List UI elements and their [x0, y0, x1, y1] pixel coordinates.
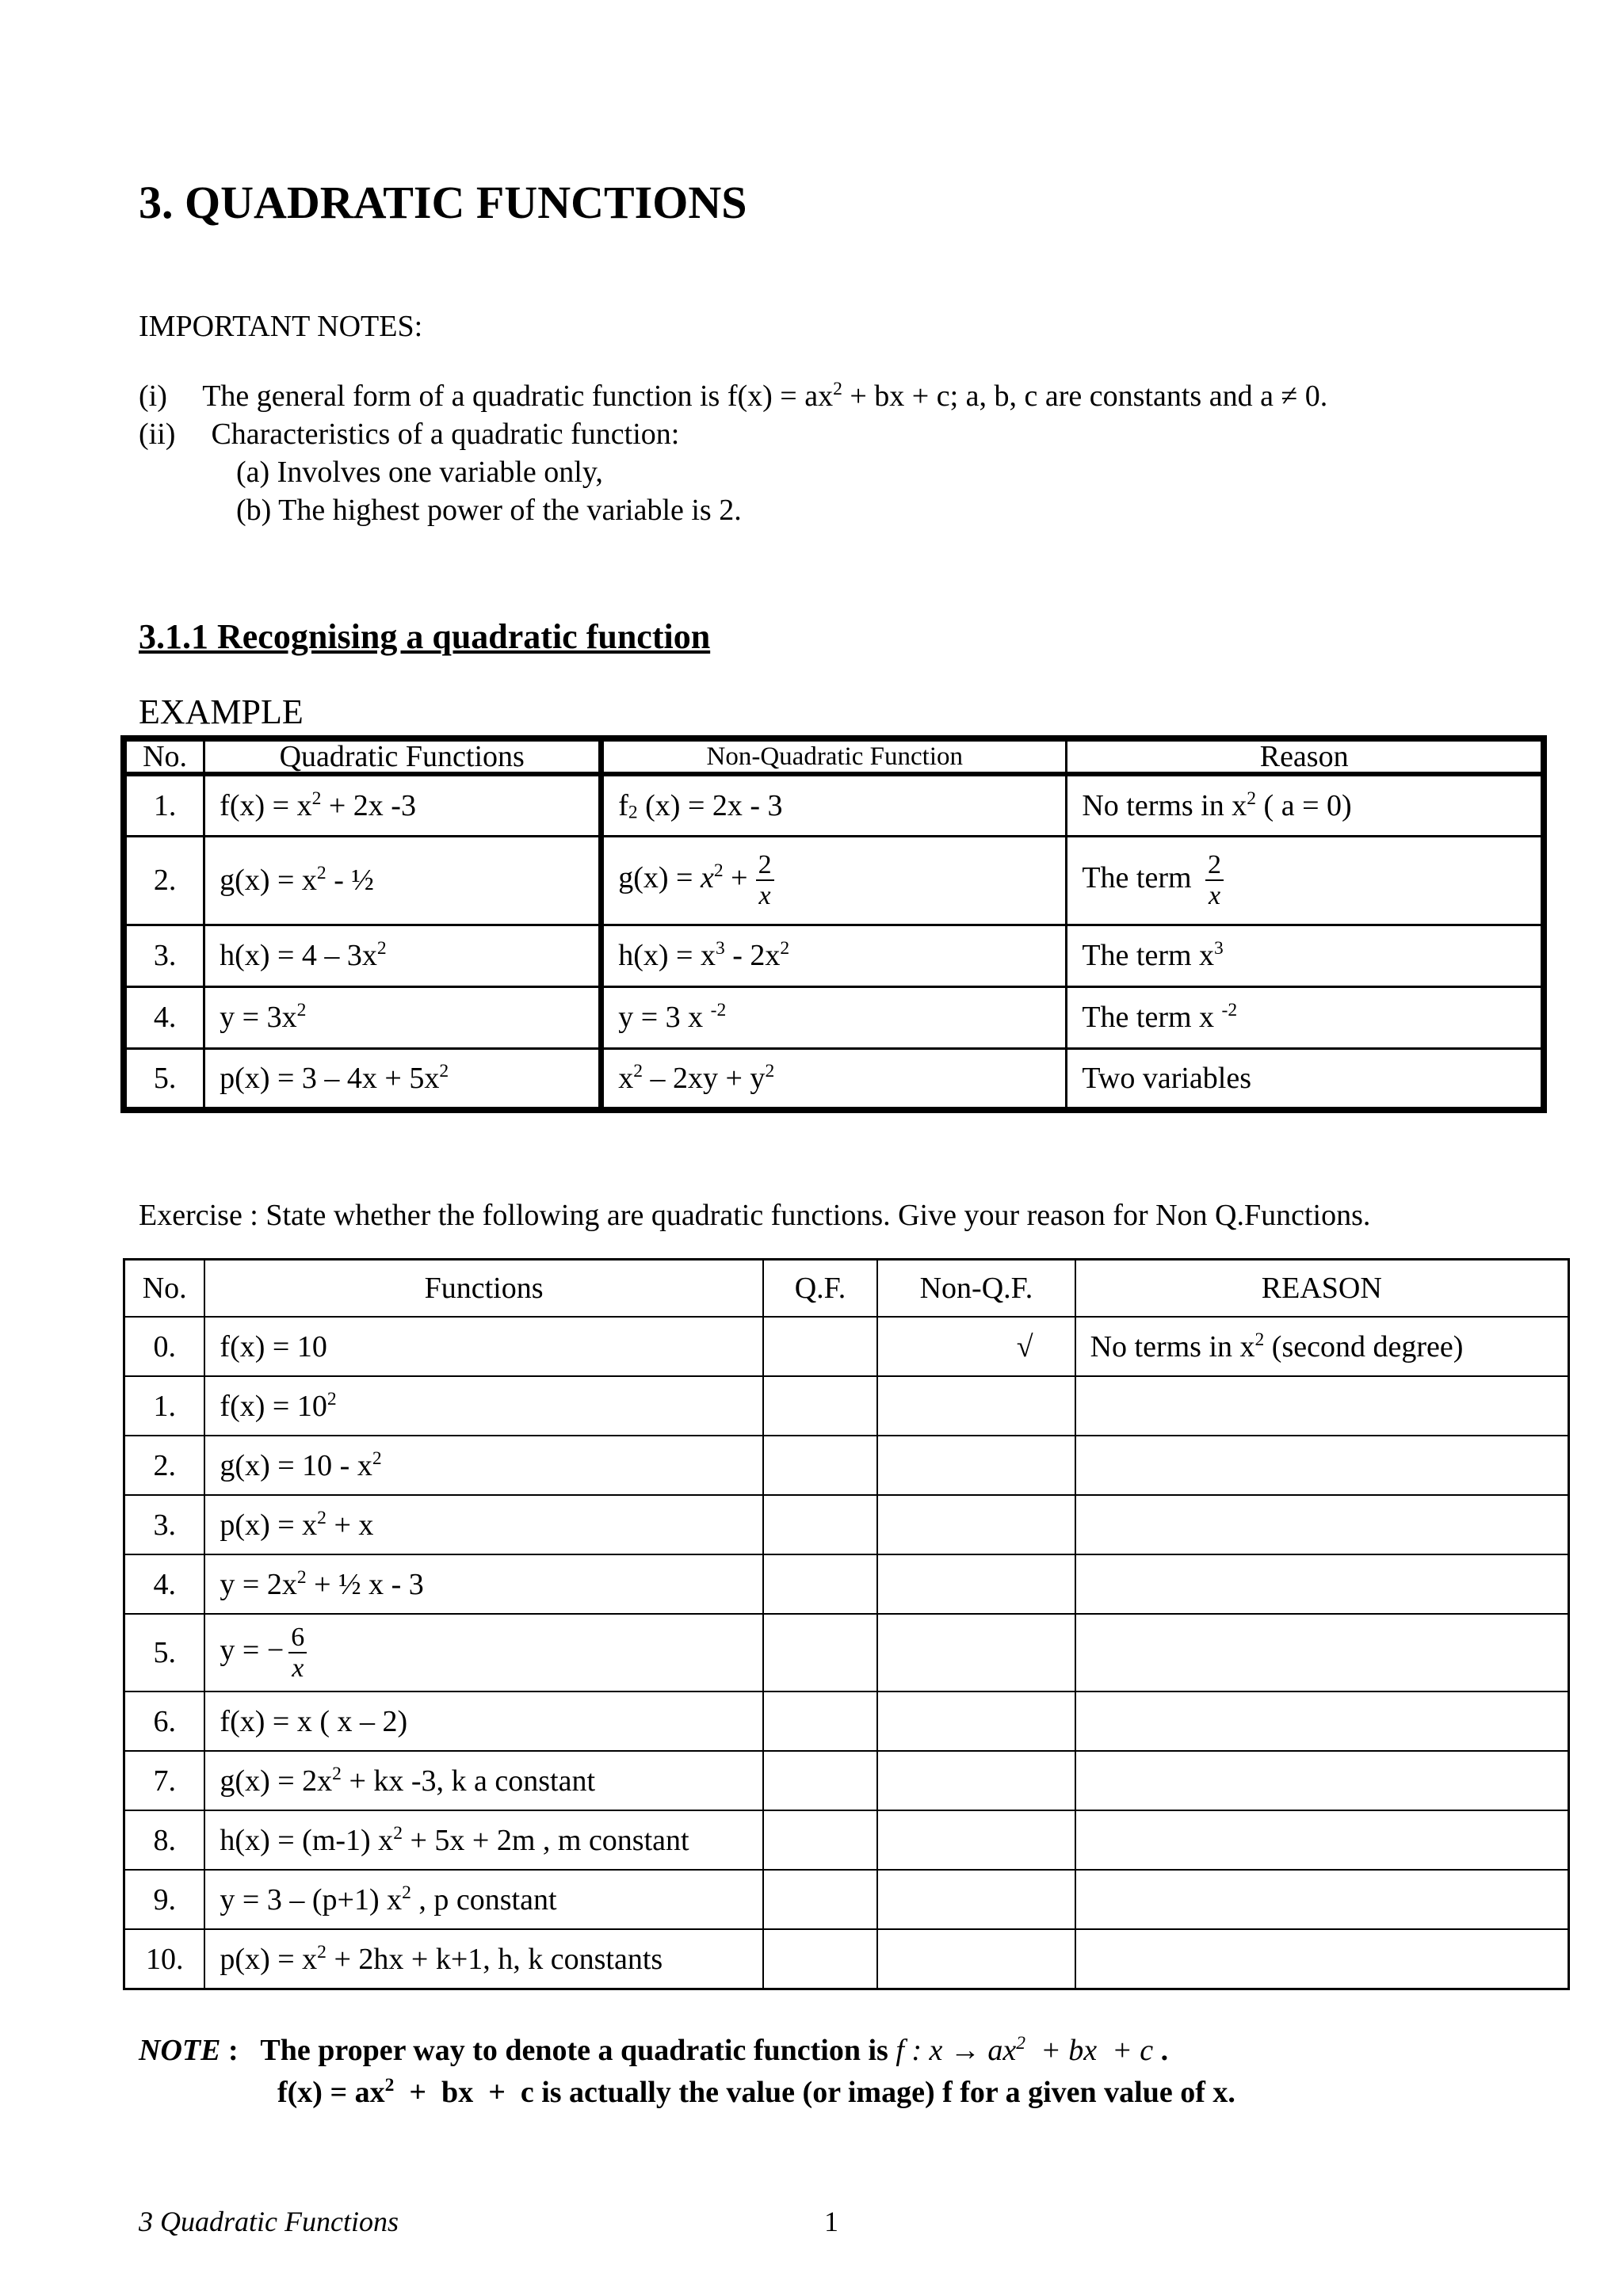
table-row [124, 1554, 1569, 1614]
reason-cell [1067, 925, 1544, 986]
reason-answer-cell[interactable] [1075, 1929, 1569, 1989]
reason-text: No terms in x [1082, 788, 1247, 822]
note-line2-text-b: + bx + c is actually the value (or image) f for a given value of x. [394, 2076, 1235, 2109]
table-row [124, 1810, 1569, 1870]
row-number: 6. [124, 1691, 205, 1751]
function-text: p(x) = x [220, 1508, 318, 1542]
exercise-table [123, 1258, 1570, 1990]
nqf-sup: 2 [633, 1060, 643, 1081]
exercise-header-row [124, 1260, 1569, 1318]
fraction-denominator: x [1209, 881, 1221, 910]
reason-answer-cell[interactable] [1075, 1554, 1569, 1614]
nqf-cell [601, 925, 1067, 986]
reason-cell [1067, 774, 1544, 836]
fraction-numerator: 2 [1205, 850, 1224, 881]
function-text-b: + x [326, 1508, 374, 1542]
note-math-text-b: + bx + c [1025, 2034, 1154, 2067]
function-text: p(x) = x [220, 1942, 318, 1976]
non-qf-answer-cell[interactable] [877, 1870, 1075, 1929]
table-row [124, 1929, 1569, 1989]
example-header-row [124, 738, 1544, 774]
row-number: 7. [124, 1751, 205, 1810]
table-row [124, 1048, 1544, 1110]
function-text: h(x) = (m-1) x [220, 1823, 394, 1857]
header-reason: REASON [1075, 1260, 1569, 1318]
example-table [120, 735, 1547, 1113]
reason-cell [1067, 1048, 1544, 1110]
note-line2-text: f(x) = ax [277, 2076, 385, 2109]
non-qf-answer-cell[interactable]: √ [877, 1317, 1075, 1376]
fraction-numerator: 6 [288, 1623, 307, 1653]
reason-answer-cell[interactable] [1075, 1751, 1569, 1810]
function-cell [204, 1751, 762, 1810]
reason-answer-cell[interactable] [1075, 1317, 1569, 1376]
nqf-text-b: - 2x [724, 939, 781, 972]
function-text: f(x) = x ( x – 2) [220, 1704, 408, 1738]
note-i [139, 379, 1327, 414]
reason-sup: 3 [1214, 937, 1224, 959]
nqf-sup: -2 [710, 999, 727, 1020]
function-sup: 2 [332, 1763, 342, 1784]
function-sup: 2 [327, 1388, 337, 1409]
non-qf-answer-cell[interactable] [877, 1751, 1075, 1810]
function-sup: 2 [402, 1882, 411, 1903]
nqf-text: f [618, 788, 628, 822]
fraction-numerator: 2 [756, 850, 774, 881]
function-text: g(x) = 10 - x [220, 1448, 372, 1482]
note-math-sup: 2 [1016, 2032, 1026, 2054]
nqf-sup: 3 [715, 937, 725, 959]
nqf-var: x [700, 860, 714, 894]
nqf-text-b: – 2xy + y [643, 1061, 766, 1095]
note-math [896, 2034, 1153, 2067]
function-sup: 2 [393, 1822, 403, 1844]
nqf-sup-b: 2 [765, 1060, 775, 1081]
note-sep: : [220, 2034, 261, 2067]
function-cell [204, 1929, 762, 1989]
nqf-text: h(x) = x [618, 939, 716, 972]
nqf-cell [601, 774, 1067, 836]
note-math-text: f : x → ax [896, 2034, 1017, 2067]
header-qf: Q.F. [763, 1260, 878, 1318]
qf-text-b: + 2x -3 [321, 788, 416, 822]
table-row [124, 1495, 1569, 1554]
row-number: 5. [124, 1048, 204, 1110]
qf-cell [204, 986, 601, 1048]
function-text: f(x) = 10 [220, 1329, 327, 1363]
notes-heading: IMPORTANT NOTES: [139, 310, 423, 343]
non-qf-answer-cell[interactable] [877, 1495, 1075, 1554]
header-non-qf: Non-Q.F. [877, 1260, 1075, 1318]
table-row [124, 1376, 1569, 1436]
qf-answer-cell[interactable] [763, 1614, 878, 1691]
qf-sup: 2 [439, 1060, 449, 1081]
note-i-sup: 2 [833, 378, 842, 399]
function-cell [204, 1436, 762, 1495]
function-text: y = 2x [220, 1567, 297, 1601]
qf-cell [204, 774, 601, 836]
function-cell [204, 1691, 762, 1751]
row-number: 0. [124, 1317, 205, 1376]
qf-answer-cell[interactable] [763, 1929, 878, 1989]
row-number: 5. [124, 1614, 205, 1691]
reason-text: The term x [1082, 1001, 1222, 1034]
qf-cell [204, 1048, 601, 1110]
function-sup: 2 [317, 1507, 327, 1528]
row-number: 10. [124, 1929, 205, 1989]
qf-cell [204, 836, 601, 925]
nqf-sup-b: 2 [780, 937, 790, 959]
function-cell [204, 1870, 762, 1929]
qf-cell [204, 925, 601, 986]
reason-sup: 2 [1254, 1329, 1265, 1350]
function-cell [204, 1376, 762, 1436]
table-row [124, 774, 1544, 836]
nqf-cell [601, 1048, 1067, 1110]
qf-text: h(x) = 4 – 3x [220, 939, 377, 972]
note-i-text: The general form of a quadratic function is f(x) = ax [202, 379, 834, 413]
reason-answer-cell[interactable] [1075, 1376, 1569, 1436]
table-row [124, 836, 1544, 925]
qf-text-b: - ½ [326, 864, 374, 897]
function-sup: 2 [372, 1447, 382, 1469]
table-row [124, 1614, 1569, 1691]
note-ii-a: (a) Involves one variable only, [236, 456, 603, 489]
qf-text: f(x) = x [220, 788, 312, 822]
note-text: The proper way to denote a quadratic function is [260, 2034, 896, 2067]
row-number: 3. [124, 925, 204, 986]
qf-answer-cell[interactable] [763, 1495, 878, 1554]
reason-text-b: (second degree) [1264, 1329, 1464, 1363]
footer-title: 3 Quadratic Functions [139, 2206, 399, 2237]
function-text: g(x) = 2x [220, 1764, 333, 1798]
function-text-b: , p constant [411, 1882, 557, 1917]
qf-sup: 2 [311, 788, 322, 809]
page-number: 1 [824, 2206, 838, 2237]
note-i-text-b: + bx + c; a, b, c are constants and a ≠ 0. [842, 379, 1328, 413]
function-cell [204, 1317, 762, 1376]
nqf-text: x [618, 1061, 634, 1095]
reason-text-b: ( a = 0) [1256, 788, 1352, 822]
note-ii-text: Characteristics of a quadratic function: [211, 418, 680, 451]
non-qf-answer-cell[interactable] [877, 1810, 1075, 1870]
exercise-intro: Exercise : State whether the following are quadratic functions. Give your reason for Non Q.Functions. [139, 1199, 1371, 1232]
reason-text: The term [1082, 860, 1200, 894]
header-functions: Functions [204, 1260, 762, 1318]
row-number: 1. [124, 774, 204, 836]
qf-text: g(x) = x [220, 864, 317, 897]
note-ii-b: (b) The highest power of the variable is 2. [236, 494, 742, 527]
non-qf-answer-cell[interactable] [877, 1554, 1075, 1614]
note-end: . [1153, 2034, 1169, 2067]
reason-answer-cell[interactable] [1075, 1495, 1569, 1554]
reason-answer-cell[interactable] [1075, 1436, 1569, 1495]
non-qf-answer-cell[interactable] [877, 1929, 1075, 1989]
reason-text: The term x [1082, 939, 1215, 972]
reason-text: No terms in x [1090, 1329, 1255, 1363]
function-text-b: + 5x + 2m , m constant [402, 1823, 689, 1857]
row-number: 9. [124, 1870, 205, 1929]
reason-answer-cell[interactable] [1075, 1614, 1569, 1691]
qf-text: p(x) = 3 – 4x + 5x [220, 1061, 440, 1095]
header-non-quadratic: Non-Quadratic Function [601, 738, 1067, 774]
nqf-text-b: (x) = 2x - 3 [637, 788, 783, 822]
row-number: 3. [124, 1495, 205, 1554]
reason-fraction [1205, 850, 1224, 911]
page-title: 3. QUADRATIC FUNCTIONS [139, 177, 747, 228]
function-fraction [288, 1623, 307, 1684]
function-text: f(x) = 10 [220, 1389, 327, 1423]
table-row [124, 1691, 1569, 1751]
function-text: y = 3 – (p+1) x [220, 1882, 403, 1917]
header-quadratic: Quadratic Functions [204, 738, 601, 774]
qf-answer-cell[interactable] [763, 1870, 878, 1929]
fraction-denominator: x [292, 1653, 304, 1683]
table-row [124, 986, 1544, 1048]
reason-sup: -2 [1221, 999, 1238, 1020]
note-label: NOTE [139, 2034, 221, 2067]
note-i-label: (i) [139, 379, 167, 413]
reason-answer-cell[interactable] [1075, 1870, 1569, 1929]
qf-answer-cell[interactable] [763, 1317, 878, 1376]
qf-answer-cell[interactable] [763, 1376, 878, 1436]
section-heading: 3.1.1 Recognising a quadratic function [139, 617, 711, 656]
header-no: No. [124, 738, 204, 774]
table-row [124, 925, 1544, 986]
qf-text: y = 3x [220, 1001, 297, 1034]
function-text-b: + kx -3, k a constant [341, 1764, 596, 1798]
row-number: 1. [124, 1376, 205, 1436]
function-cell [204, 1810, 762, 1870]
table-row [124, 1436, 1569, 1495]
qf-sup: 2 [296, 999, 307, 1020]
non-qf-answer-cell[interactable] [877, 1376, 1075, 1436]
nqf-cell [601, 836, 1067, 925]
row-number: 2. [124, 836, 204, 925]
function-sup: 2 [317, 1941, 327, 1962]
nqf-sup: 2 [713, 860, 724, 881]
qf-sup: 2 [376, 937, 387, 959]
note-line-2 [277, 2075, 1235, 2110]
table-row [124, 1870, 1569, 1929]
function-text-b: + ½ x - 3 [306, 1567, 424, 1601]
qf-answer-cell[interactable] [763, 1554, 878, 1614]
note-ii-label: (ii) [139, 418, 176, 451]
example-label: EXAMPLE [139, 692, 304, 731]
qf-answer-cell[interactable] [763, 1436, 878, 1495]
nqf-plus: + [723, 860, 748, 894]
reason-text: Two variables [1082, 1061, 1251, 1095]
function-cell [204, 1495, 762, 1554]
header-no: No. [124, 1260, 205, 1318]
row-number: 4. [124, 986, 204, 1048]
non-qf-answer-cell[interactable] [877, 1614, 1075, 1691]
non-qf-answer-cell[interactable] [877, 1436, 1075, 1495]
function-text-b: + 2hx + k+1, h, k constants [326, 1942, 663, 1976]
reason-cell [1067, 836, 1544, 925]
note-line-1 [139, 2033, 1168, 2068]
fraction-denominator: x [758, 881, 771, 910]
function-text: y = − [220, 1633, 285, 1667]
qf-answer-cell[interactable] [763, 1691, 878, 1751]
note-line2-sup: 2 [384, 2074, 395, 2096]
non-qf-answer-cell[interactable] [877, 1691, 1075, 1751]
table-row [124, 1317, 1569, 1376]
nqf-cell [601, 986, 1067, 1048]
header-reason: Reason [1067, 738, 1544, 774]
reason-answer-cell[interactable] [1075, 1691, 1569, 1751]
qf-sup: 2 [316, 862, 327, 883]
nqf-text: g(x) = [618, 860, 701, 894]
function-sup: 2 [296, 1566, 307, 1588]
function-cell [204, 1554, 762, 1614]
table-row [124, 1751, 1569, 1810]
reason-answer-cell[interactable] [1075, 1810, 1569, 1870]
row-number: 8. [124, 1810, 205, 1870]
note-ii [139, 417, 679, 452]
row-number: 4. [124, 1554, 205, 1614]
qf-answer-cell[interactable] [763, 1751, 878, 1810]
function-cell [204, 1614, 762, 1691]
reason-sup: 2 [1247, 788, 1257, 809]
nqf-text: y = 3 x [618, 1001, 711, 1034]
nqf-sub: 2 [628, 802, 638, 823]
qf-answer-cell[interactable] [763, 1810, 878, 1870]
reason-cell [1067, 986, 1544, 1048]
nqf-fraction [756, 850, 774, 911]
row-number: 2. [124, 1436, 205, 1495]
